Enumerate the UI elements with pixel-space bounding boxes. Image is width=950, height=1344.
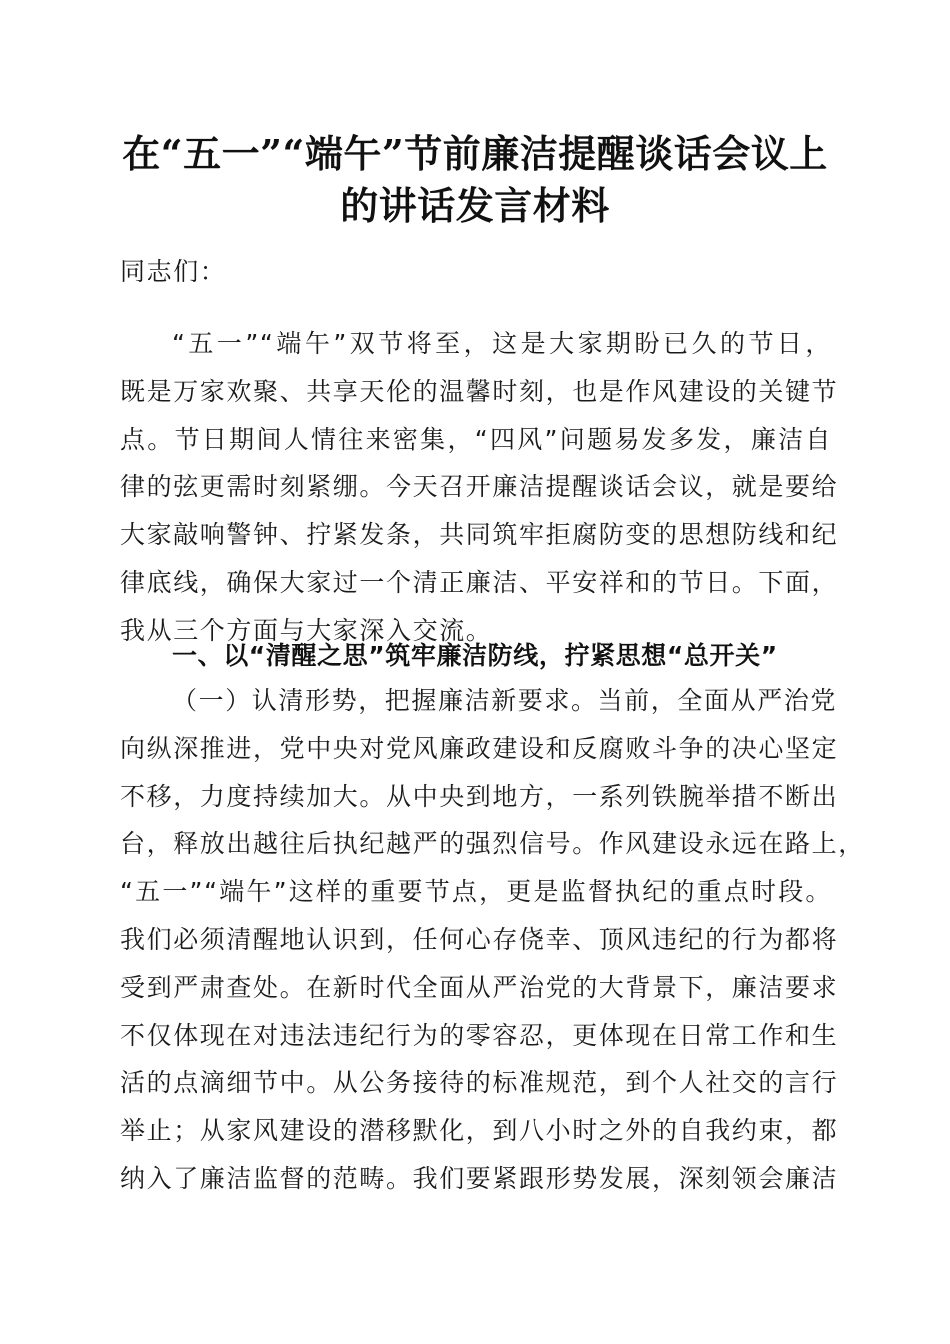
paragraph-2-line: 不移，力度持续加大。从中央到地方，一系列铁腕举措不断出: [120, 781, 839, 811]
salutation: 同志们：: [120, 257, 227, 286]
paragraph-2: [120, 677, 865, 1203]
title-line-1: 在“五一”“端午”节前廉洁提醒谈话会议上: [122, 131, 828, 176]
paragraph-1-line: “五一”“端午”双节将至，这是大家期盼已久的节日，: [172, 329, 832, 358]
document-title: [0, 128, 950, 232]
paragraph-1-line: 既是万家欢聚、共享天伦的温馨时刻，也是作风建设的关键节: [120, 376, 839, 406]
section-heading-1: 一、以“清醒之思”筑牢廉洁防线，拧紧思想“总开关”: [172, 641, 778, 670]
paragraph-2-line: （一）认清形势，把握廉洁新要求。当前，全面从严治党: [172, 686, 838, 715]
paragraph-2-line: 向纵深推进，党中央对党风廉政建设和反腐败斗争的决心坚定: [120, 733, 839, 763]
paragraph-2-line: 受到严肃查处。在新时代全面从严治党的大背景下，廉洁要求: [120, 972, 839, 1002]
paragraph-1: [120, 320, 839, 655]
paragraph-2-line: “五一”“端午”这样的重要节点，更是监督执纪的重点时段。: [120, 877, 832, 907]
paragraph-2-line: 不仅体现在对违法违纪行为的零容忍，更体现在日常工作和生: [120, 1020, 839, 1050]
paragraph-1-line: 大家敲响警钟、拧紧发条，共同筑牢拒腐防变的思想防线和纪: [120, 520, 839, 550]
paragraph-1-line: 律底线，确保大家过一个清正廉洁、平安祥和的节日。下面，: [120, 567, 839, 597]
title-line-2: 的讲话发言材料: [340, 183, 610, 228]
paragraph-1-line: 律的弦更需时刻紧绷。今天召开廉洁提醒谈话会议，就是要给: [120, 472, 839, 502]
paragraph-2-line: 纳入了廉洁监督的范畴。我们要紧跟形势发展，深刻领会廉洁: [120, 1163, 839, 1193]
paragraph-1-line: 我从三个方面与大家深入交流。: [120, 615, 493, 645]
paragraph-1-line: 点。节日期间人情往来密集，“四风”问题易发多发，廉洁自: [120, 424, 832, 454]
paragraph-2-line: 举止；从家风建设的潜移默化，到八小时之外的自我约束，都: [120, 1116, 839, 1146]
paragraph-2-line: 我们必须清醒地认识到，任何心存侥幸、顶风违纪的行为都将: [120, 924, 839, 954]
paragraph-2-line: 活的点滴细节中。从公务接待的标准规范，到个人社交的言行: [120, 1068, 839, 1098]
paragraph-2-line: 台，释放出越往后执纪越严的强烈信号。作风建设永远在路上，: [120, 829, 865, 859]
